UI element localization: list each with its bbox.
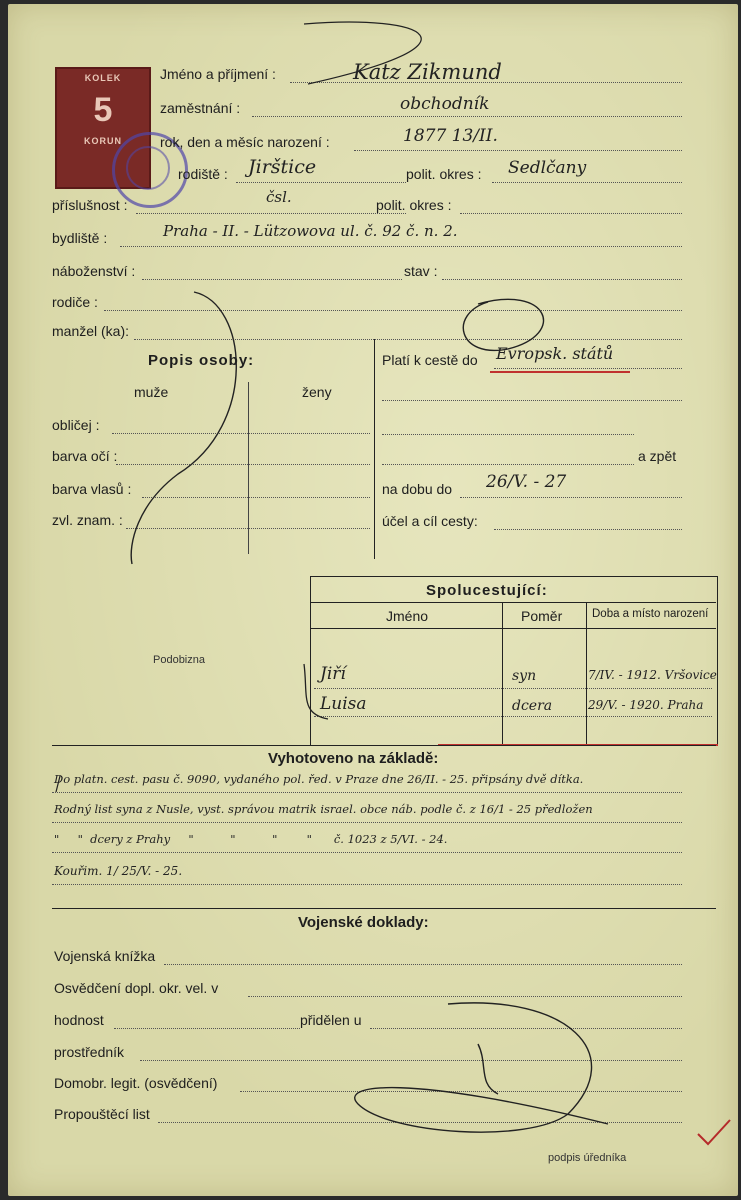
label-jmeno: Jméno a příjmení : <box>160 66 276 82</box>
value-narozeni: 1877 13/II. <box>403 126 498 146</box>
value-rodiste: Jirštice <box>248 156 317 178</box>
label-zamestnani: zaměstnání : <box>160 100 241 116</box>
stamp-bottom-text: KORUN <box>84 136 122 146</box>
table-row-1-pomer: syn <box>512 668 537 684</box>
label-na-dobu-do: na dobu do <box>382 481 453 497</box>
table-row-1-narozeni: 7/IV. - 1912. Vršovice <box>588 668 717 682</box>
popis-osoby-heading: Popis osoby: <box>148 352 255 369</box>
label-bydliste: bydliště : <box>52 230 108 246</box>
label-manzel: manžel (ka): <box>52 323 130 339</box>
label-plati-k-ceste: Platí k cestě do <box>382 352 478 368</box>
label-rodiste: rodiště : <box>178 166 228 182</box>
vyhotoveno-line-1: Do platn. cest. pasu č. 9090, vydaného pol. řed. v Praze dne 26/II. - 25. připsány dvě dítka. <box>54 772 584 786</box>
popis-row-barva-vlasu: barva vlasů : <box>52 481 132 497</box>
voj-row-propousteci: Propouštěcí list <box>54 1106 150 1122</box>
label-podpis-urednika: podpis úředníka <box>548 1152 627 1164</box>
popis-row-oblicej: obličej : <box>52 417 100 433</box>
label-ucel-a-cil: účel a cíl cesty: <box>382 513 478 529</box>
label-polit-okres: polit. okres : <box>406 166 482 182</box>
value-polit-okres: Sedlčany <box>508 158 587 178</box>
voj-row-knizka: Vojenská knížka <box>54 948 156 964</box>
voj-row-osvedceni: Osvědčení dopl. okr. vel. v <box>54 980 219 996</box>
passport-application-form <box>8 4 738 1196</box>
label-stav: stav : <box>404 263 438 279</box>
label-rodice: rodiče : <box>52 294 98 310</box>
value-jmeno: Katz Zikmund <box>353 60 502 84</box>
label-nabozenstvi: náboženství : <box>52 263 136 279</box>
spolucestujici-heading: Spolucestující: <box>426 582 548 599</box>
value-zamestnani: obchodník <box>400 94 490 114</box>
vyhotoveno-line-4: Kouřim. 1/ 25/V. - 25. <box>54 864 183 878</box>
stamp-value: 5 <box>93 91 113 129</box>
value-na-dobu-do: 26/V. - 27 <box>486 472 567 492</box>
voj-row-prostrednik: prostředník <box>54 1044 125 1060</box>
table-row-2-pomer: dcera <box>512 698 553 714</box>
vyhotoveno-line-2: Rodný list syna z Nusle, vyst. správou matrik israel. obce náb. podle č. z 16/1 - 25 předložen <box>54 802 593 816</box>
voj-row-domobr: Domobr. legit. (osvědčení) <box>54 1075 218 1091</box>
label-podobizna: Podobizna <box>153 654 205 666</box>
value-prislusnost: čsl. <box>266 188 292 206</box>
popis-row-barva-oci: barva očí : <box>52 448 118 464</box>
label-narozeni: rok, den a měsíc narození : <box>160 134 330 150</box>
table-row-2-jmeno: Luisa <box>320 694 367 714</box>
popis-row-zvl-znam: zvl. znam. : <box>52 512 123 528</box>
vyhotoveno-heading: Vyhotoveno na základě: <box>268 750 439 767</box>
voj-row-hodnost: hodnost <box>54 1012 104 1028</box>
value-bydliste: Praha - II. - Lützowova ul. č. 92 č. n. 2. <box>163 222 458 240</box>
table-row-1-jmeno: Jiří <box>320 664 346 684</box>
voj-prideleni: přidělen u <box>300 1012 362 1028</box>
vyhotoveno-line-3: " " dcery z Prahy " " " " č. 1023 z 5/VI. - 24. <box>54 832 448 846</box>
popis-zeny-header: ženy <box>302 384 332 400</box>
popis-muze-header: muže <box>134 384 169 400</box>
table-header-narozeni: Doba a místo narození <box>592 608 709 620</box>
label-polit-okres-2: polit. okres : <box>376 197 452 213</box>
table-header-pomer: Poměr <box>521 608 563 624</box>
vojenske-heading: Vojenské doklady: <box>298 914 429 931</box>
table-row-2-narozeni: 29/V. - 1920. Praha <box>588 698 704 712</box>
value-plati-k-ceste: Evropsk. států <box>496 344 614 363</box>
handwriting-strokes-icon <box>8 4 738 1196</box>
stamp-top-text: KOLEK <box>84 73 122 83</box>
label-prislusnost: příslušnost : <box>52 197 128 213</box>
table-header-jmeno: Jméno <box>386 608 429 624</box>
label-a-zpet: a zpět <box>638 448 677 464</box>
